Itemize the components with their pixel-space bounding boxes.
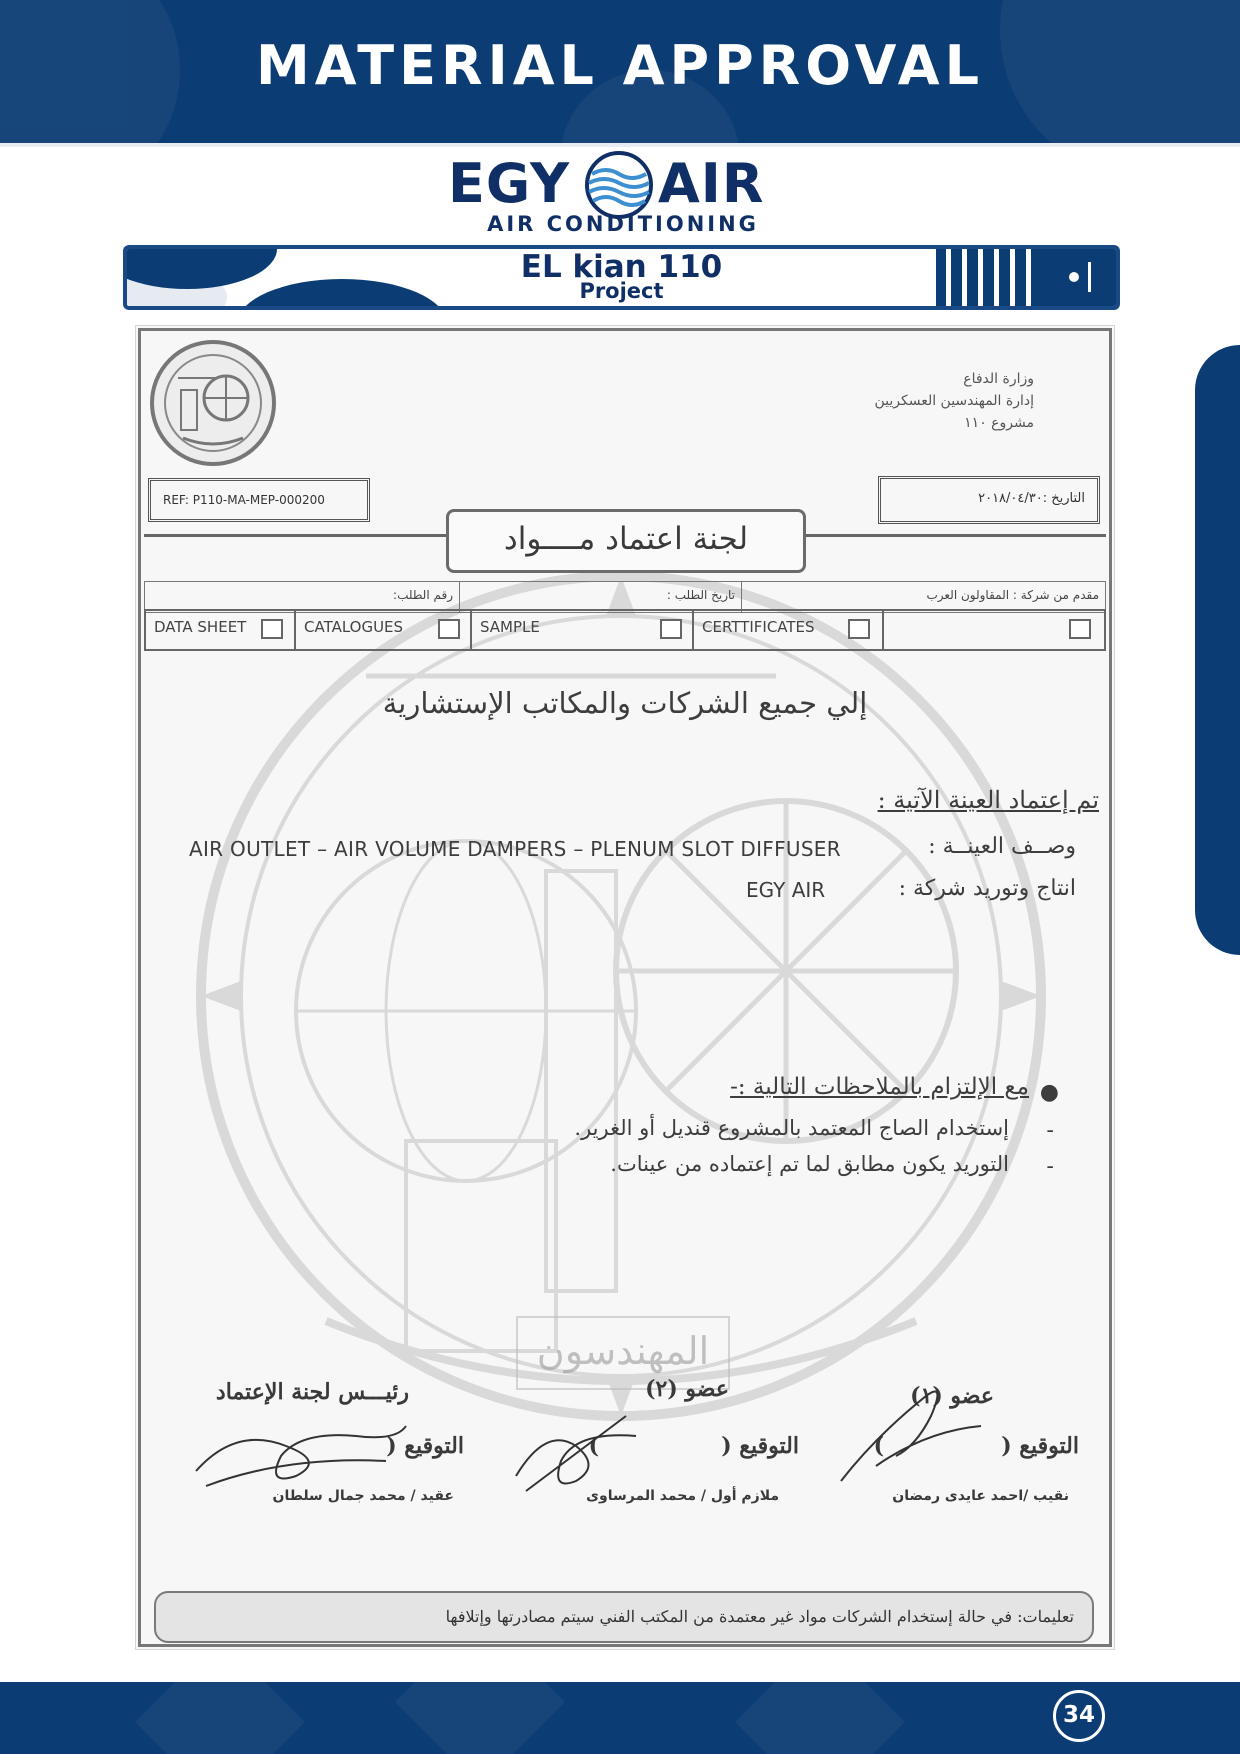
- supplier-value: EGY AIR: [746, 878, 826, 902]
- document-date: التاريخ :٢٠١٨/٠٤/٣٠: [878, 476, 1100, 524]
- checkbox-square: [261, 619, 283, 639]
- supplier-label: انتاج وتوريد شركة :: [898, 876, 1076, 901]
- checkbox-label: SAMPLE: [480, 618, 540, 636]
- header-band: [0, 0, 1240, 143]
- note-item: التوريد يكون مطابق لما تم إعتماده من عينات.: [610, 1152, 1009, 1176]
- wave-emblem-icon: [580, 150, 658, 220]
- signatory-name: نقيب /احمد عايدى رمضان: [892, 1488, 1069, 1504]
- checkbox-label: CERTTIFICATES: [702, 618, 815, 636]
- checkbox-square: [848, 619, 870, 639]
- signature-label: التوقيع (: [386, 1433, 464, 1459]
- approval-document: [135, 325, 1115, 1650]
- stripes-ornament: [936, 249, 1116, 306]
- reference-number: REF: P110-MA-MEP-000200: [148, 478, 370, 522]
- checkbox-label: DATA SHEET: [154, 618, 247, 636]
- org-line: وزارة الدفاع: [963, 371, 1034, 387]
- checkbox-square: [438, 619, 460, 639]
- notes-heading: مع الإلتزام بالملاحظات التالية :-: [730, 1074, 1029, 1100]
- note-item: إستخدام الصاج المعتمد بالمشروع قنديل أو الغرير.: [574, 1116, 1009, 1140]
- org-line: مشروع ١١٠: [964, 415, 1034, 431]
- signatory-role: رئيـــس لجنة الإعتماد: [215, 1379, 409, 1405]
- signature-label: التوقيع (: [721, 1433, 799, 1459]
- checkbox-label: CATALOGUES: [304, 618, 404, 636]
- project-title: EL kian 110: [520, 249, 723, 285]
- checkbox-data-sheet: [146, 611, 296, 649]
- checkbox-square: [660, 619, 682, 639]
- signature-bracket: ): [873, 1433, 884, 1459]
- signature-1-icon: [836, 1376, 986, 1486]
- dot-ornament-icon: [1066, 262, 1096, 292]
- dash-icon: -: [1046, 1118, 1054, 1142]
- logo-subtitle: AIR CONDITIONING: [487, 212, 759, 236]
- form-title: لجنة اعتماد مــــواد: [446, 509, 806, 573]
- checkbox-square: [1069, 619, 1091, 639]
- bullet-icon: ●: [1039, 1080, 1059, 1105]
- request-number: رقم الطلب:: [393, 588, 453, 602]
- signature-label: التوقيع (: [1001, 1433, 1079, 1459]
- checkbox-certificates: [694, 611, 884, 649]
- project-subtitle: Project: [579, 279, 664, 303]
- attachment-checklist: [144, 609, 1106, 651]
- checkbox-sample: [472, 611, 694, 649]
- signatory-role: عضو (٢): [645, 1376, 729, 1402]
- sample-value: AIR OUTLET – AIR VOLUME DAMPERS – PLENUM SLOT DIFFUSER: [189, 837, 841, 861]
- page-number: 34: [1053, 1690, 1105, 1742]
- logo-word-egy: EGY: [448, 152, 571, 215]
- page-title: MATERIAL APPROVAL: [255, 34, 985, 97]
- checkbox-blank: [884, 611, 1104, 649]
- signature-2-icon: [506, 1406, 656, 1496]
- logo-word-air: AIR: [658, 152, 765, 215]
- header-divider: [0, 143, 1240, 147]
- checkbox-catalogues: [296, 611, 472, 649]
- approval-heading: تم إعتماد العينة الآتية :: [877, 786, 1099, 814]
- recipients-heading: إلي جميع الشركات والمكاتب الإستشارية: [382, 686, 868, 720]
- side-tab: [1195, 345, 1240, 955]
- submitted-by: مقدم من شركة : المقاولون العرب: [741, 582, 1105, 612]
- sample-label: وصــف العينــة :: [928, 834, 1076, 859]
- signatory-name: ملازم أول / محمد المرساوى: [586, 1488, 779, 1504]
- ministry-header: [874, 368, 1034, 434]
- org-line: إدارة المهندسين العسكريين: [874, 393, 1034, 409]
- request-date: تاريخ الطلب :: [459, 582, 741, 612]
- signature-bracket: ): [588, 1433, 599, 1459]
- signatory-role: عضو (١): [910, 1383, 994, 1409]
- egy-air-logo: [430, 150, 810, 238]
- signature-3-icon: [186, 1416, 416, 1491]
- watermark-emblem: [166, 541, 1076, 1451]
- project-bar: [123, 245, 1120, 310]
- engineers-stamp: المهندسون: [516, 1316, 730, 1390]
- signatory-name: عقيد / محمد جمال سلطان: [272, 1488, 454, 1504]
- dash-icon: -: [1046, 1154, 1054, 1178]
- instructions-footnote: تعليمات: في حالة إستخدام الشركات مواد غير معتمدة من المكتب الفني سيتم مصادرتها وإتلافها: [154, 1591, 1094, 1643]
- ministry-seal-icon: [148, 338, 278, 468]
